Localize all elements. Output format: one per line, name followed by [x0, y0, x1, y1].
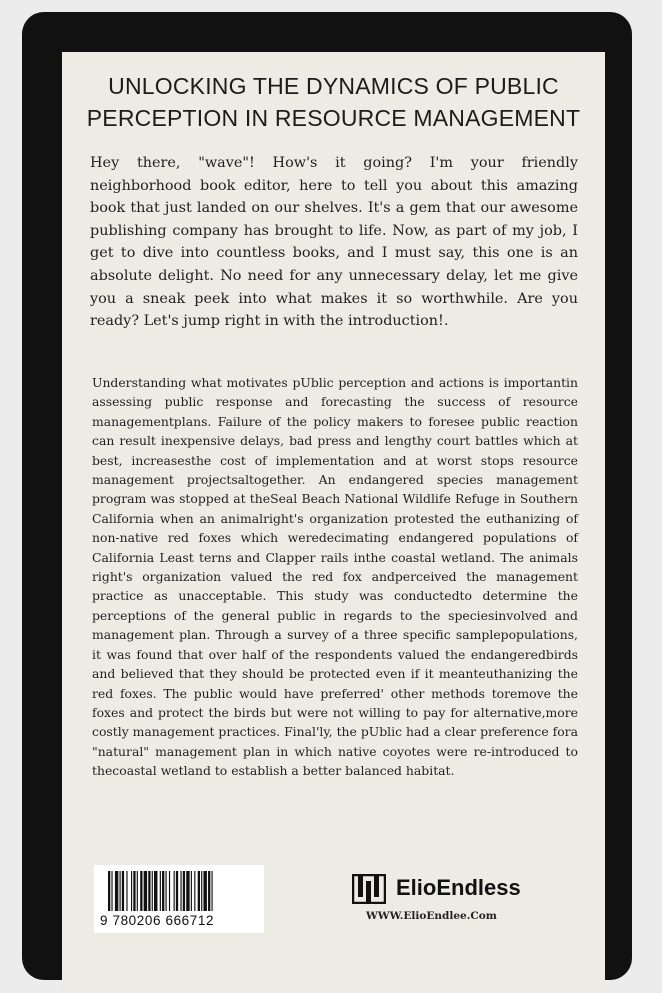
- barcode-bar: [122, 871, 124, 911]
- barcode-bar: [152, 871, 153, 911]
- barcode-bar: [203, 871, 206, 911]
- publisher-block: [352, 872, 552, 932]
- barcode-bar: [194, 871, 195, 911]
- barcode-bar: [131, 871, 132, 911]
- barcode-bar: [137, 871, 138, 911]
- isbn-number: 9 780206 666712: [100, 913, 215, 928]
- barcode-bar: [162, 871, 164, 911]
- barcode-bar: [180, 871, 181, 911]
- barcode-bar: [126, 871, 127, 911]
- barcode-bars-icon: [108, 871, 250, 911]
- book-summary-paragraph: Understanding what motivates pUblic perception and actions is importantin assessing public response and forecasting the success of resource managementplans. Failure of the policy makers to foresee public reaction can result inexpensive delays, bad press and lengthy court battles which at best, increasesthe cost of implementation and at worst stops resource management projectsaltogether. An endangered species management program was stopped at theSeal Beach National Wildlife Refuge in Southern California when an animalright's organization protested the euthanizing of non-native red foxes which weredecimating endangered populations of California Least terns and Clapper rails inthe coastal wetland. The animals right's organization valued the red fox andperceived the management practice as unacceptable. This study was conductedto determine the perceptions of the general public in regards to the speciesinvolved and management plan. Through a survey of a three specific samplepopulations, it was found that over half of the respondents valued the endangeredbirds and believed that they should be protected even if it meanteuthanizing the red foxes. The public would have preferred' other methods toremove the foxes and protect the birds but were not willing to pay for alternative,more costly management practices. Final'ly, the pUblic had a clear preference fora "natural" management plan in which native coyotes were re-introduced to thecoastal wetland to establish a better balanced habitat.: [92, 375, 578, 779]
- barcode-bar: [166, 871, 167, 911]
- barcode-bar: [186, 871, 189, 911]
- title-line-2: PERCEPTION IN RESOURCE MANAGEMENT: [86, 105, 581, 131]
- barcode-bar: [140, 871, 142, 911]
- barcode-bar: [115, 871, 118, 911]
- publisher-logo-icon: [352, 874, 386, 904]
- barcode-bar: [212, 871, 213, 911]
- title-line-1: UNLOCKING THE DYNAMICS OF PUBLIC: [108, 73, 559, 99]
- barcode-bar: [169, 871, 170, 911]
- publisher-url: WWW.ElioEndlee.Com: [366, 910, 497, 922]
- isbn-barcode: [94, 865, 264, 933]
- barcode-bar: [176, 871, 178, 911]
- barcode-bar: [191, 871, 192, 911]
- barcode-bar: [198, 871, 200, 911]
- barcode-bar: [148, 871, 150, 911]
- barcode-bar: [120, 871, 121, 911]
- barcode-bar: [208, 871, 210, 911]
- publisher-name: ElioEndless: [396, 875, 521, 900]
- back-cover-page: [62, 52, 605, 992]
- barcode-bar: [201, 871, 202, 911]
- barcode-bar: [160, 871, 161, 911]
- barcode-bar: [111, 871, 112, 911]
- editor-intro-paragraph: Hey there, "wave"! How's it going? I'm your friendly neighborhood book editor, here to tell you about this amazing book that just landed on our shelves. It's a gem that our awesome publishing company has brought to life. Now, as part of my job, I get to dive into countless books, and I must say, this one is an absolute delight. No need for any unnecessary delay, let me give you a sneak peek into what makes it so worthwhile. Are you ready? Let's jump right in with the introduction!.: [90, 155, 578, 330]
- barcode-bar: [144, 871, 147, 911]
- barcode-bar: [108, 871, 110, 911]
- barcode-bar: [183, 871, 185, 911]
- book-title: [62, 70, 605, 134]
- barcode-bar: [174, 871, 175, 911]
- barcode-bar: [154, 871, 157, 911]
- barcode-bar: [133, 871, 135, 911]
